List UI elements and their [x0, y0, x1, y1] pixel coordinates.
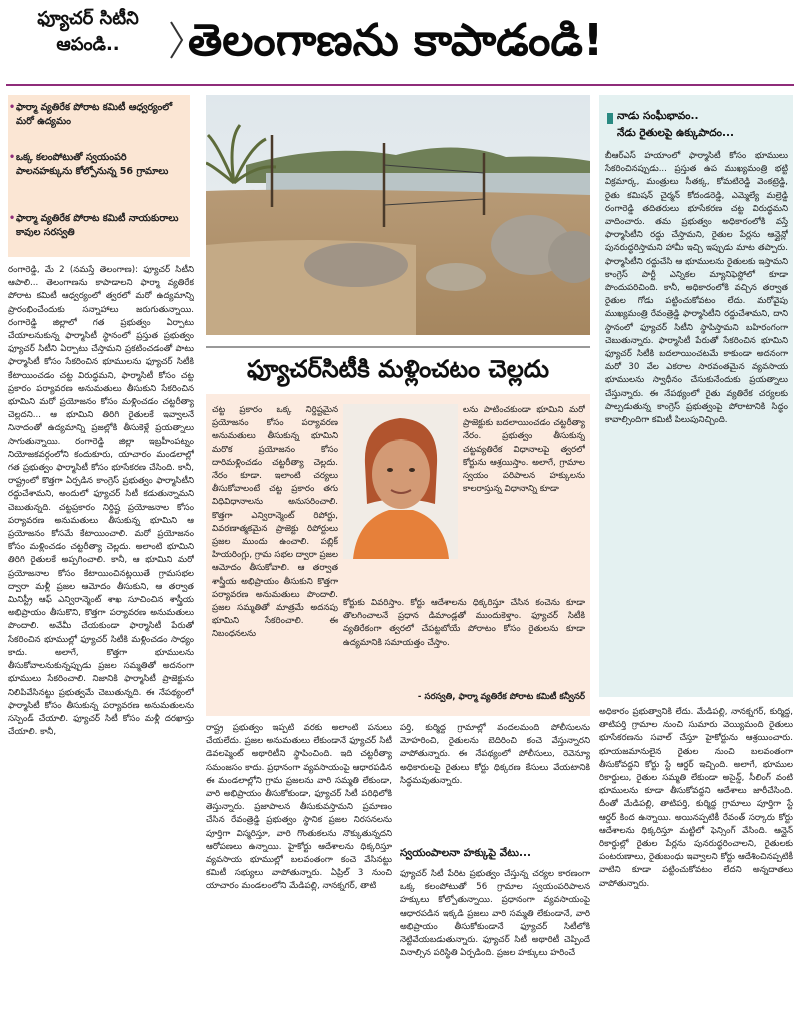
- article-column-4: అధికారం ప్రభుత్వానికి లేదు. మేడిపల్లి, నానక్నగర్, కుర్మిద్ద, తాటిపర్తి గ్రామాల నుంచి సుమారు వెయ్యిమంది రైతులు భూసేకరణను సవాల్ చేస్తూ హైకోర్టును ఆశ్రయించారు. భూయజమానులైన రైతుల నుంచి బలవంతంగా తీసుకోవద్దని కోర్టు స్టే ఆర్డర్ ఇచ్చింది. అలాగే, భూముల రికార్డులు, రైతుల సమ్మతి లేకుండా అసైన్డ్, సీలింగ్ వంటి భూములను కూడా తీసుకోవద్దని ఆదేశాలు జారీచేసింది. దీంతో మేడిపల్లి, తాటిపర్తి, కుర్మిద్ద గ్రామాలు పూర్తిగా స్టే ఆర్డర్ కింద ఉన్నాయి. అయినప్పటికీ రేవంత్ సర్కారు కోర్టు ఆదేశాలను ధిక్కరిస్తూ మట్టిలో ఫెన్సింగ్ వేసింది. ఆన్లైన్ రికార్డుల్లో రైతుల పేర్లను పునరుద్ధరించాలని, రైతులకు పంటరుణాలు, రైతుబంధు ఇవ్వాలని కోర్టు ఆదేశించినప్పటికీ వాటిని కూడా పట్టించుకోవటం లేదని అన్నదాతలు వాపోతున్నారు.: [599, 707, 793, 889]
- article-column-3-top: పర్తి, కుర్మిద్ద గ్రామాల్లో వందలమంది పోలీసులను మోహరించి, రైతులను బెదిరించి కంచె వేస్తున్నారని వాపోతున్నారు. ఈ నేపథ్యంలో పోలీసులు, రెవెన్యూ అధికారులపై రైతులు కోర్టు ధిక్కరణ కేసులు వేయటానికి సిద్ధమవుతున్నారు.: [400, 723, 590, 786]
- column-3-subheading: స్వయంపాలనా హక్కుపై వేటు...: [400, 847, 531, 859]
- highlight-item: • ఫార్మా వ్యతిరేక పోరాట కమిటీ నాయకురాలు కావుల సరస్వతి: [16, 212, 186, 239]
- highlight-item: • ఒక్క కలంపోటుతో స్వయంపరి పాలనహక్కును కోల్పోనున్న 56 గ్రామాలు: [16, 151, 186, 178]
- page-headline: తెలంగాణను కాపాడండి!: [188, 15, 604, 66]
- quote-attribution: - సరస్వతి, ఫార్మా వ్యతిరేక పోరాట కమిటీ కన్వీనర్: [417, 692, 585, 702]
- sidebar-heading: నాడు సంఘీభావం.. నేడు రైతులపై ఉక్కుపాదం...: [617, 110, 734, 139]
- article-column-1: రంగారెడ్డి, మే 2 (నమస్తే తెలంగాణ): ఫ్యూచర్ సిటీని ఆపాలి... తెలంగాణను కాపాడాలని ఫార్మా వ్యతిరేక పోరాట కమిటీ ఆధ్వర్యంలో త్వరలో మరో ఉద్యమాన్ని ప్రారంభించేందుకు సన్నాహాలు జరుగుతున్నాయి. రంగారెడ్డి జిల్లాలో గత ప్రభుత్వం ఏర్పాటు చేయాలనుకున్న ఫార్మాసిటీ స్థానంలో ప్రస్తుత ప్రభుత్వం ఫ్యూచర్ సిటీని ఏర్పాటు చేస్తామని ప్రకటించడంతో పాటు ఫార్మాసిటీ కోసం సేకరించిన భూములను ఫ్యూచర్ సిటీకి కేటాయించడం చట్ట విరుద్ధమని, ఫార్మాసిటీ కోసం చట్ట ప్రకారం పర్యావరణ అనుమతులు తీసుకుని సేకరించిన భూమిని మరో ప్రయోజనం కోసం మళ్లించడం చట్టరీత్యా చెల్లదని... ఆ భూమిని తిరిగి రైతులకే ఇవ్వాలనే నినాదంతో ఉద్యమాన్ని ప్రజల్లోకి తీసుకెళ్లే ప్రయత్నాలు సాగుతున్నాయి. రంగారెడ్డి జిల్లా ఇబ్రహీంపట్నం నియోజకవర్గంలోని కందుకూరు, యాచారం మండలాల్లో గత ప్రభుత్వం ఫార్మాసిటీ కోసం భూసేకరణ చేసింది. కానీ, రాష్ట్రంలో కొత్తగా ఏర్పడిన కాంగ్రెస్ ప్రభుత్వం ఫార్మాసిటీని రద్దుచేశామని, అందులో ఫ్యూచర్ సిటీ కడుతున్నామని చెబుతున్నది. చట్టప్రకారం నిర్దిష్ట ప్రయోజనాల కోసం పర్యావరణ అనుమతులు తీసుకున్న భూమిని ఆ ప్రయోజనం కోసమే కేటాయించాలి. మరో ప్రయోజనం కోసం మళ్లించడం చట్టరీత్యా చెల్లదు. అలాంటి భూమిని తిరిగి రైతులకే అప్పగించాలి. కానీ, ఆ భూమిని మరో ప్రయోజనాల కోసం కేటాయించినట్లయితే గ్రామసభల ద్వారా మళ్లీ ప్రజల ఆమోదం తీసుకుని, ఆ తర్వాత మినిస్ట్రీ ఆఫ్ ఎన్విరాన్మెంట్ శాఖ సూచించిన శాస్త్రీయ అభిప్రాయం తీసుకొని, కొత్తగా పర్యావరణ అనుమతులు పొందాలి. అవేమీ చేయకుండా ఫార్మాసిటీ పేరుతో సేకరించిన భూముల్లో ఫ్యూచర్ సిటీకి మళ్లించడం సాధ్యం కాదు. అలాగే, కొత్తగా భూములను తీసుకోవాలనుకున్నప్పుడు ప్రజల సమ్మతితో అదనంగా భూములు సేకరించాలి. నిజానికి ఫార్మాసిటీ ప్రాజెక్టును నిలిపివేసినట్టు ప్రభుత్వమే చెబుతున్నది. ఈ నేపథ్యంలో ఫార్మాసిటీ కోసం తీసుకున్న పర్యావరణ అనుమతులను సస్పెండ్ చేయాలి. ఫ్యూచర్ సిటీ కోసం మళ్లీ దరఖాస్తు చేయాలి. కానీ,: [8, 265, 194, 738]
- portrait-photo: [343, 404, 458, 559]
- chevron-divider-icon: [168, 20, 186, 60]
- highlights-box: [8, 95, 190, 257]
- article-column-2: రాష్ట్ర ప్రభుత్వం ఇప్పటి వరకు అలాంటి పనులు చేయలేదు. ప్రజల అనుమతులు లేకుండానే ఫ్యూచర్ సిటీ డెవలప్మెంట్ అథారిటీని స్థాపించింది. ఇది చట్టరీత్యా సమంజసం కాదు. ప్రధానంగా వ్యవసాయంపై ఆధారపడిన ఈ మండలాల్లోని గ్రామ ప్రజలను వారి సమ్మతి లేకుండా, వారి అభిప్రాయం తీసుకోకుండా, ఫ్యూచర్ సిటీ పరిధిలోకి తెస్తున్నారు. ప్రజాపాలన తీసుకువస్తామని ప్రమాణం చేసిన రేవంత్రెడ్డి ప్రభుత్వం స్థానిక ప్రజల నిరసనలను పూర్తిగా విస్మరిస్తూ, వారి గొంతుకలను నొక్కుతున్నదని ఆరోపణలు ఉన్నాయి. హైకోర్టు ఆదేశాలను ధిక్కరిస్తూ వ్యవసాయ భూముల్లో బలవంతంగా కంచె వేసినట్టు కమిటీ సభ్యులు వాపోతున్నారు. ఏప్రిల్ 3 నుంచి యాచారం మండలంలోని మేడిపల్లి, నానక్నగర్, తాటి: [206, 723, 392, 892]
- highlight-item: • ఫార్మా వ్యతిరేక పోరాట కమిటీ ఆధ్వర్యంలో మరో ఉద్యమం: [16, 101, 186, 128]
- kicker-text: ఫ్యూచర్ సిటీని ఆపండి..: [37, 8, 139, 55]
- landscape-photo: [206, 95, 590, 335]
- sidebar-text: బీఆర్ఎస్ హయాంలో ఫార్మాసిటీ కోసం భూములు సేకరించినప్పుడు... ప్రస్తుత ఉప ముఖ్యమంత్రి భట్టి విక్రమార్క, మంత్రులు సీతక్క, కోమటిరెడ్డి వెంకట్రెడ్డి, రైతు కమిషన్ చైర్మన్ కోదండరెడ్డి, ఎమ్మెల్యే మల్రెడ్డి రంగారెడ్డి తదితరులు భూసేకరణ చట్ట విరుద్ధమని వాదించారు. తమ ప్రభుత్వం అధికారంలోకి వస్తే ఫార్మాసిటీని రద్దు చేస్తామని, రైతుల పేర్లను ఆన్లైన్లో పునరుద్ధరిస్తామని హామీ ఇచ్చి ఇప్పుడు మాట తప్పారు. ఫార్మాసిటీని రద్దుచేసి ఆ భూములను రైతులకు ఇస్తామని కాంగ్రెస్ పార్టీ ఎన్నికల మ్యానిఫెస్టోలో కూడా పొందుపరిచింది. కానీ, అధికారంలోకి వచ్చిన తర్వాత రైతుల గోడు పట్టించుకోవటం లేదు. మరోవైపు ముఖ్యమంత్రి రేవంత్రెడ్డి ఫార్మాసిటీని రద్దుచేశామని, దాని స్థానంలో ఫ్యూచర్ సిటీని స్థాపిస్తామని బహిరంగంగా చెబుతున్నారు. ఫార్మాసిటీ పేరుతో సేకరించిన భూమిని ఫ్యూచర్ సిటీకి బదలాయించటమే కాకుండా అదనంగా మరో 30 వేల ఎకరాల సారవంతమైన వ్యవసాయ భూములను స్వాధీనం చేసుకునేందుకు ప్రయత్నాలు చేస్తున్నారు. ఈ నేపథ్యంలో రైతు వ్యతిరేక చర్యలకు పాల్పడుతున్న కాంగ్రెస్ ప్రభుత్వంపై పోరాటానికి సిద్ధం కావాల్సిందిగా కమిటీ పిలుపునిచ్చింది.: [605, 151, 788, 426]
- quote-text-right: లను పాటించకుండా భూమిని మరో ప్రాజెక్టుకు బదలాయించడం చట్టరీత్యా నేరం. ప్రభుత్వం తీసుకున్న చట్టవ్యతిరేక విధానాలపై త్వరలో కోర్టును ఆశ్రయిస్తాం. అలాగే, గ్రామాల స్వయం పరిపాలన హక్కులను కాలరాస్తున్న విధానాన్ని కూడా: [463, 405, 585, 495]
- quote-text-bottom: కోర్టుకు వివరిస్తాం. కోర్టు ఆదేశాలను ధిక్కరిస్తూ చేసిన కంచెను కూడా తొలగించాలనే ప్రధాన డిమాండ్లతో ముందుకెళ్తాం. ఫ్యూచర్ సిటీకి వ్యతిరేకంగా త్వరలో చేపట్టబోయే పోరాటం కోసం రైతులను కూడా ఉద్యమానికి సమాయత్తం చేస్తాం.: [343, 598, 585, 648]
- article-column-3-bottom: ఫ్యూచర్ సిటీ పేరిట ప్రభుత్వం చేస్తున్న చర్యల కారణంగా ఒక్క కలంపోటుతో 56 గ్రామాల స్వయంపరిపాలన హక్కులు కోల్పోతున్నాయి. ప్రధానంగా వ్యవసాయంపై ఆధారపడిన ఇక్కడి ప్రజలు వారి సమ్మతి లేకుండానే, వారి అభిప్రాయం తీసుకోకుండానే ఫ్యూచర్ సిటీలోకి నెట్టివేయబడుతున్నారు. ఫ్యూచర్ సిటీ అథారిటీ చెప్పిందే వినాల్సిన పరిస్థితి ఏర్పడింది. ప్రజల హక్కులు హరించే: [400, 869, 590, 959]
- quote-text-left: చట్ట ప్రకారం ఒక్క నిర్దిష్టమైన ప్రయోజనం కోసం పర్యావరణ అనుమతులు తీసుకున్న భూమిని మరొక ప్రయోజనం కోసం దారిమళ్లించడం చట్టరీత్యా చెల్లదు. నేరం కూడా. ఇలాంటి చర్యలు తీసుకోవాలంటే చట్ట ప్రకారం తగు విధివిధానాలను అనుసరించాలి. కొత్తగా ఎన్విరాన్మెంట్ రిపోర్టు, వివరణాత్మకమైన ప్రాజెక్టు రిపోర్టులు ప్రజల ముందు ఉంచాలి. పబ్లిక్ హియరింగ్లు, గ్రామ సభల ద్వారా ప్రజల ఆమోదం తీసుకోవాలి. ఆ తర్వాత శాస్త్రీయ అభిప్రాయం తీసుకుని కొత్తగా పర్యావరణ అనుమతులు పొందాలి. ప్రజల సమ్మతితో మాత్రమే అదనపు భూమిని సేకరించాలి. ఈ నిబంధనలను: [212, 405, 338, 640]
- header-rule: [6, 84, 794, 86]
- section-subhead: ఫ్యూచర్‌సిటీకి మళ్లించటం చెల్లదు: [246, 355, 550, 383]
